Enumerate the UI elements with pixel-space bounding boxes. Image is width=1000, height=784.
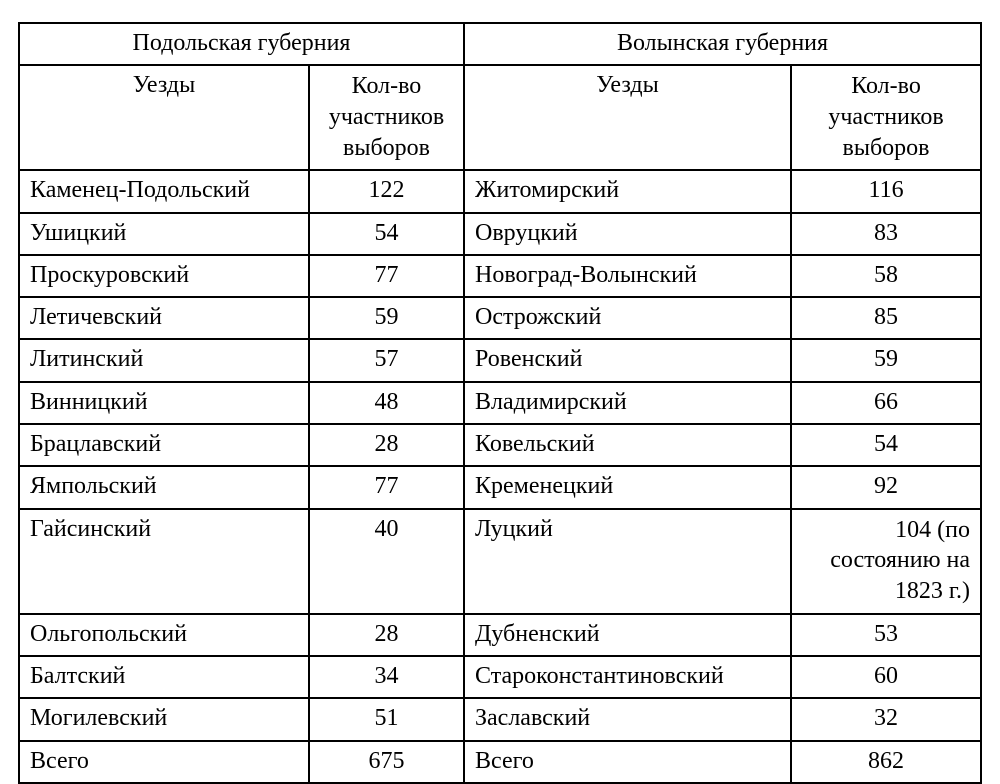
participants-podolsk: 54 <box>309 213 464 255</box>
total-label-podolsk: Всего <box>19 741 309 783</box>
uezd-name-podolsk: Могилевский <box>19 698 309 740</box>
participants-volyn: 92 <box>791 466 981 508</box>
participants-podolsk: 34 <box>309 656 464 698</box>
participants-volyn: 116 <box>791 170 981 212</box>
table-row <box>19 656 981 698</box>
uezd-name-volyn: Острожский <box>464 297 791 339</box>
table-governorate-header-row <box>19 23 981 65</box>
participants-volyn: 83 <box>791 213 981 255</box>
uezd-name-podolsk: Гайсинский <box>19 509 309 614</box>
uezd-name-volyn: Кременецкий <box>464 466 791 508</box>
table-row <box>19 424 981 466</box>
table-row <box>19 339 981 381</box>
participants-volyn: 59 <box>791 339 981 381</box>
participants-volyn: 85 <box>791 297 981 339</box>
table-row <box>19 698 981 740</box>
uezd-name-podolsk: Ямпольский <box>19 466 309 508</box>
uezd-name-podolsk: Каменец-Подольский <box>19 170 309 212</box>
uezd-name-podolsk: Винницкий <box>19 382 309 424</box>
total-value-volyn: 862 <box>791 741 981 783</box>
column-header-participants-volyn: Кол-во участников выборов <box>791 65 981 170</box>
uezd-name-volyn: Житомирский <box>464 170 791 212</box>
participants-volyn: 58 <box>791 255 981 297</box>
table-row <box>19 297 981 339</box>
participants-volyn: 60 <box>791 656 981 698</box>
uezd-name-podolsk: Балтский <box>19 656 309 698</box>
table-row <box>19 614 981 656</box>
uezd-name-podolsk: Ушицкий <box>19 213 309 255</box>
table-total-row <box>19 741 981 783</box>
participants-podolsk: 57 <box>309 339 464 381</box>
participants-podolsk: 59 <box>309 297 464 339</box>
uezd-name-podolsk: Проскуровский <box>19 255 309 297</box>
uezd-name-volyn: Владимирский <box>464 382 791 424</box>
uezd-name-volyn: Луцкий <box>464 509 791 614</box>
uezd-name-volyn: Дубненский <box>464 614 791 656</box>
participants-podolsk: 51 <box>309 698 464 740</box>
table-row <box>19 255 981 297</box>
table-row <box>19 382 981 424</box>
participants-podolsk: 48 <box>309 382 464 424</box>
participants-podolsk: 122 <box>309 170 464 212</box>
table-column-header-row <box>19 65 981 170</box>
participants-podolsk: 77 <box>309 255 464 297</box>
participants-volyn: 53 <box>791 614 981 656</box>
election-participants-table <box>18 22 982 784</box>
column-header-uezdy-volyn: Уезды <box>464 65 791 170</box>
uezd-name-podolsk: Литинский <box>19 339 309 381</box>
table-row <box>19 213 981 255</box>
participants-volyn: 66 <box>791 382 981 424</box>
uezd-name-podolsk: Ольгопольский <box>19 614 309 656</box>
uezd-name-podolsk: Брацлавский <box>19 424 309 466</box>
participants-podolsk: 28 <box>309 424 464 466</box>
uezd-name-volyn: Ковельский <box>464 424 791 466</box>
governorate-header-volyn: Волынская губерния <box>464 23 981 65</box>
table-row <box>19 509 981 614</box>
uezd-name-volyn: Новоград-Волынский <box>464 255 791 297</box>
table-row <box>19 466 981 508</box>
participants-podolsk: 77 <box>309 466 464 508</box>
participants-volyn: 104 (по состоянию на 1823 г.) <box>791 509 981 614</box>
uezd-name-volyn: Заславский <box>464 698 791 740</box>
uezd-name-volyn: Староконстантиновский <box>464 656 791 698</box>
governorate-header-podolsk: Подольская губерния <box>19 23 464 65</box>
participants-podolsk: 40 <box>309 509 464 614</box>
uezd-name-podolsk: Летичевский <box>19 297 309 339</box>
participants-podolsk: 28 <box>309 614 464 656</box>
uezd-name-volyn: Овруцкий <box>464 213 791 255</box>
total-label-volyn: Всего <box>464 741 791 783</box>
column-header-uezdy-podolsk: Уезды <box>19 65 309 170</box>
uezd-name-volyn: Ровенский <box>464 339 791 381</box>
participants-volyn: 54 <box>791 424 981 466</box>
total-value-podolsk: 675 <box>309 741 464 783</box>
table-row <box>19 170 981 212</box>
column-header-participants-podolsk: Кол-во участников выборов <box>309 65 464 170</box>
participants-volyn: 32 <box>791 698 981 740</box>
